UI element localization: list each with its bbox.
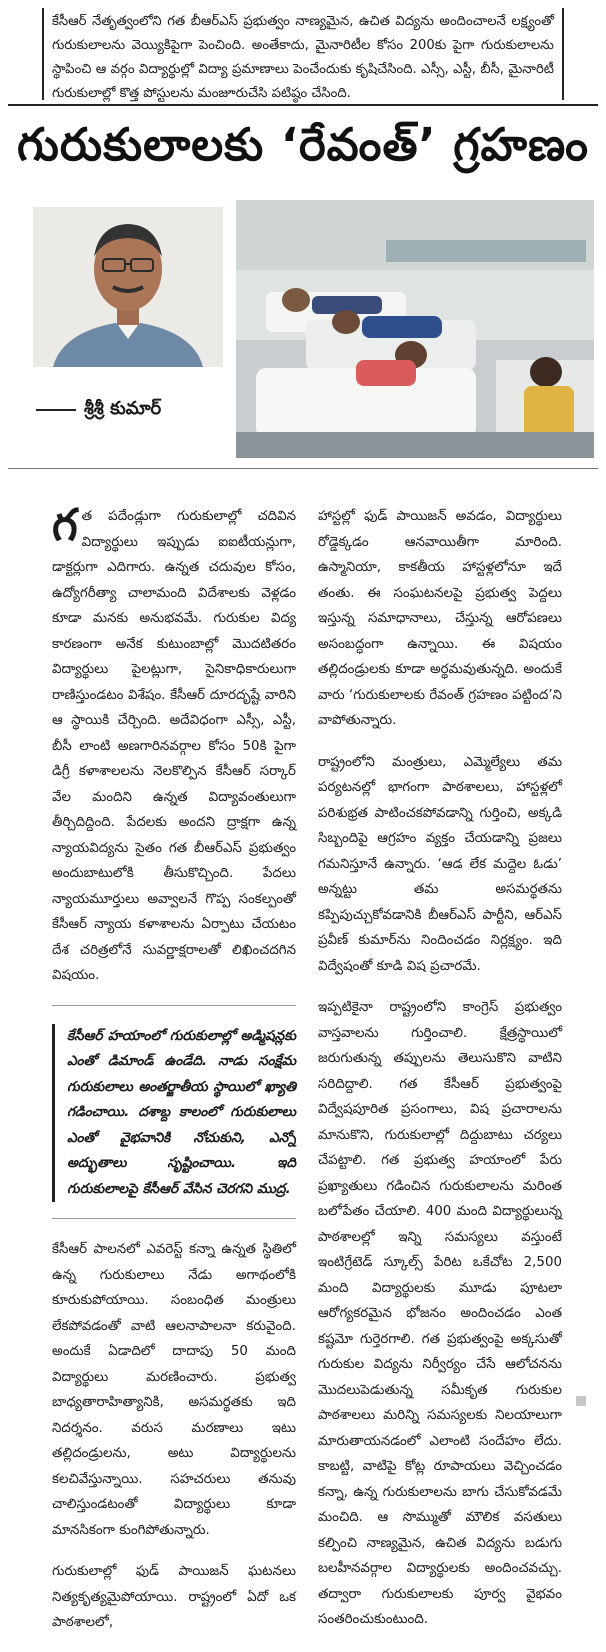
article-column-right <box>318 504 562 1649</box>
drop-cap: గ <box>52 500 78 551</box>
paragraph: రాష్ట్రంలోని మంత్రులు, ఎమ్మెల్యేలు తమ పర్యటనల్లో భాగంగా పాఠశాలలు, హాస్టళ్లలో పరిశుభ్రత పాటించకపోవడాన్ని గుర్తించి, అక్కడి సిబ్బందిపై ఆగ్రహం వ్యక్తం చేయడాన్ని ప్రజలు గమనిస్తూనే ఉన్నారు. ‘ఆడ లేక మద్దెల ఓడు’ అన్నట్టు తమ అసమర్థతను కప్పిపుచ్చుకోవడానికి బీఆర్ఎస్ పార్టీని, ఆర్ఎస్ ప్రవీణ్ కుమార్‌ను నిందించడం నిర్లక్ష్యం. ఇది విద్వేషంతో కూడి విష ప్రచారమే. <box>318 754 562 974</box>
author-photo <box>33 207 223 367</box>
paragraph: కేసీఆర్ పాలనలో ఎవరెస్ట్ కన్నా ఉన్నత స్థితిలో ఉన్న గురుకులాలు నేడు అగాథంలోకి కూరుకుపోయాయి. సంబంధిత మంత్రులు లేకపోవడంతో వాటి ఆలనాపాలనా కరువైంది. అందుకే ఏడాదిలో దాదాపు 50 మంది విద్యార్థులు మరణించారు. ప్రభుత్వ బాధ్యతారాహిత్యానికి, అసమర్థతకు ఇది నిదర్శనం. వరుస మరణాలు ఇటు తల్లిదండ్రులను, అటు విద్యార్థులను కలచివేస్తున్నాయి. సహచరులు తనువు చాలిస్తుండటంతో విద్యార్థులు కూడా మానసికంగా కుంగిపోతున్నారు. <box>52 1242 296 1538</box>
paragraph-text: త పదేండ్లుగా గురుకులాల్లో చదివిన విద్యార్థులు ఇప్పుడు ఐఐటీయన్లుగా, డాక్టర్లుగా ఎదిగారు. ఉన్నత చదువుల కోసం, ఉద్యోగరీత్యా చాలామంది విదేశాలకు వెళ్లడం కూడా మనకు అనుభవమే. గురుకుల విద్య కారణంగా అనేక కుటుంబాల్లో మొదటితరం విద్యార్థులు పైలట్లుగా, సైనికాధికారులుగా రాణిస్తుండటం విశేషం. కేసీఆర్ దూరదృష్టే వారిని ఆ స్థాయికి చేర్చింది. అదేవిధంగా ఎస్సీ, ఎస్టీ, బీసీ లాంటి అణగారినవర్గాల కోసం 50కి పైగా డిగ్రీ కళాశాలలను నెలకొల్పిన కేసీఆర్ సర్కార్ వేల మందిని ఉన్నత విద్యావంతులుగా తీర్చిదిద్దింది. పేదలకు అందని ద్రాక్షగా ఉన్న న్యాయవిద్యను సైతం గత బీఆర్ఎస్ ప్రభుత్వం అందుబాటులోకి తీసుకొచ్చింది. పేదలు న్యాయమూర్తులు అవ్వాలనే గొప్ప సంకల్పంతో కేసీఆర్ న్యాయ కళాశాలను ఏర్పాటు చేయటం దేశ చరిత్రలోనే సువర్ణాక్షరాలతో లిఖించదగిన విషయం. <box>52 509 296 983</box>
article-column-left <box>52 500 296 1652</box>
pull-quote: కేసీఆర్ హయాంలో గురుకులాల్లో అడ్మిషన్లకు ఎంతో డిమాండ్ ఉండేది. నాడు సంక్షేమ గురుకులాలు అంతర్జాతీయ స్థాయిలో ఖ్యాతి గడించాయి. దశాబ్ద కాలంలో గురుకులాలు ఎంతో వైభవానికి నోచుకుని, ఎన్నో అద్భుతాలు సృష్టించాయి. ఇది గురుకులాలపై కేసీఆర్ వేసిన చెరగని ముద్ర. <box>52 1024 296 1203</box>
paragraph <box>52 500 296 989</box>
end-of-article-mark <box>576 1396 586 1406</box>
paragraph: ఇప్పటికైనా రాష్ట్రంలోని కాంగ్రెస్ ప్రభుత్వం వాస్తవాలను గుర్తించాలి. క్షేత్రస్థాయిలో జరుగుతున్న తప్పులను తెలుసుకొని వాటిని సరిదిద్దాలి. గత కేసీఆర్ ప్రభుత్వంపై విద్వేషపూరిత ప్రసంగాలు, విష ప్రచారాలను మానుకొని, గురుకులాల్లో దిద్దుబాటు చర్యలు చేపట్టాలి. గత ప్రభుత్వ హయాంలో పేరు ప్రఖ్యాతులు గడించిన గురుకులాలను మరింత బలోపేతం చేయాలి. 400 మంది విద్యార్థులున్న పాఠశాలల్లో ఇన్ని సమస్యలు వస్తుంటే ఇంటిగ్రేటెడ్ స్కూల్స్ పేరిట ఒకేచోట 2,500 మంది విద్యార్థులకు మూడు పూటలా ఆరోగ్యకరమైన భోజనం అందించడం ఎంత కష్టమో గుర్తెరగాలి. గత ప్రభుత్వంపై అక్కసుతో గురుకుల విద్యను నిర్వీర్యం చేసే ఆలోచనను మొదలుపెడుతున్న సమీకృత గురుకుల పాఠశాలలు మరిన్ని సమస్యలకు నిలయాలుగా మారుతాయనడంలో ఎలాంటి సందేహం లేదు. కాబట్టి, వాటిపై కోట్ల రూపాయలు వెచ్చించడం కన్నా, ఉన్న గురుకులాలను బాగు చేసుకోవడమే మంచిది. ఆ సొమ్ముతో మౌలిక వసతులు కల్పించి నాణ్యమైన, ఉచిత విద్యను బడుగు బలహీనవర్గాల విద్యార్థులకు అందించవచ్చు. తద్వారా గురుకులాలకు పూర్వ వైభవం సంతరించుకుంటుంది. <box>318 1000 562 1627</box>
intro-blurb: కేసీఆర్ నేతృత్వంలోని గత బీఆర్ఎస్ ప్రభుత్వం నాణ్యమైన, ఉచిత విద్యను అందించాలనే లక్ష్యంతో గురుకులాలను వెయ్యికిపైగా పెంచింది. అంతేకాదు, మైనారిటీల కోసం 200కు పైగా గురుకులాలను స్థాపించి ఆ వర్గం విద్యార్థుల్లో విద్యా ప్రమాణాలు పెంచేందుకు కృషిచేసింది. ఎస్సీ, ఎస్టీ, బీసీ, మైనారిటీ గురుకులాల్లో కొత్త పోస్టులను మంజూరుచేసి పటిష్ఠం చేసింది. <box>42 8 564 100</box>
hospital-photo <box>236 200 594 458</box>
section-divider <box>8 468 598 469</box>
paragraph: గురుకులాల్లో ఫుడ్ పాయిజన్ ఘటనలు నిత్యకృత్యమైపోయాయి. రాష్ట్రంలో ఏదో ఒక పాఠశాలలో, <box>52 1564 296 1630</box>
paragraph: హాస్టల్లో ఫుడ్ పాయిజన్ అవడం, విద్యార్థులు రోడ్డెక్కడం ఆనవాయితీగా మారింది. ఉస్మానియా, కాకతీయ హాస్టళ్లలోనూ ఇదే తంతు. ఈ సంఘటనలపై ప్రభుత్వ పెద్దలు ఇస్తున్న సమాధానాలు, చేస్తున్న ఆరోపణలు అసంబద్ధంగా ఉన్నాయి. ఈ విషయం తల్లిదండ్రులకు కూడా అర్థమవుతున్నది. అందుకే వారు ‘గురుకులాలకు రేవంత్ గ్రహణం పట్టింద’ని వాపోతున్నారు. <box>318 509 562 728</box>
author-name: శ్రీశ్రీ కుమార్ <box>84 398 162 419</box>
top-divider <box>8 104 598 106</box>
byline <box>36 398 222 423</box>
pullquote-bottom-rule <box>52 1218 296 1219</box>
pullquote-top-rule <box>52 1005 296 1006</box>
headline: గురుకులాలకు ‘రేవంత్’ గ్రహణం <box>17 118 589 171</box>
